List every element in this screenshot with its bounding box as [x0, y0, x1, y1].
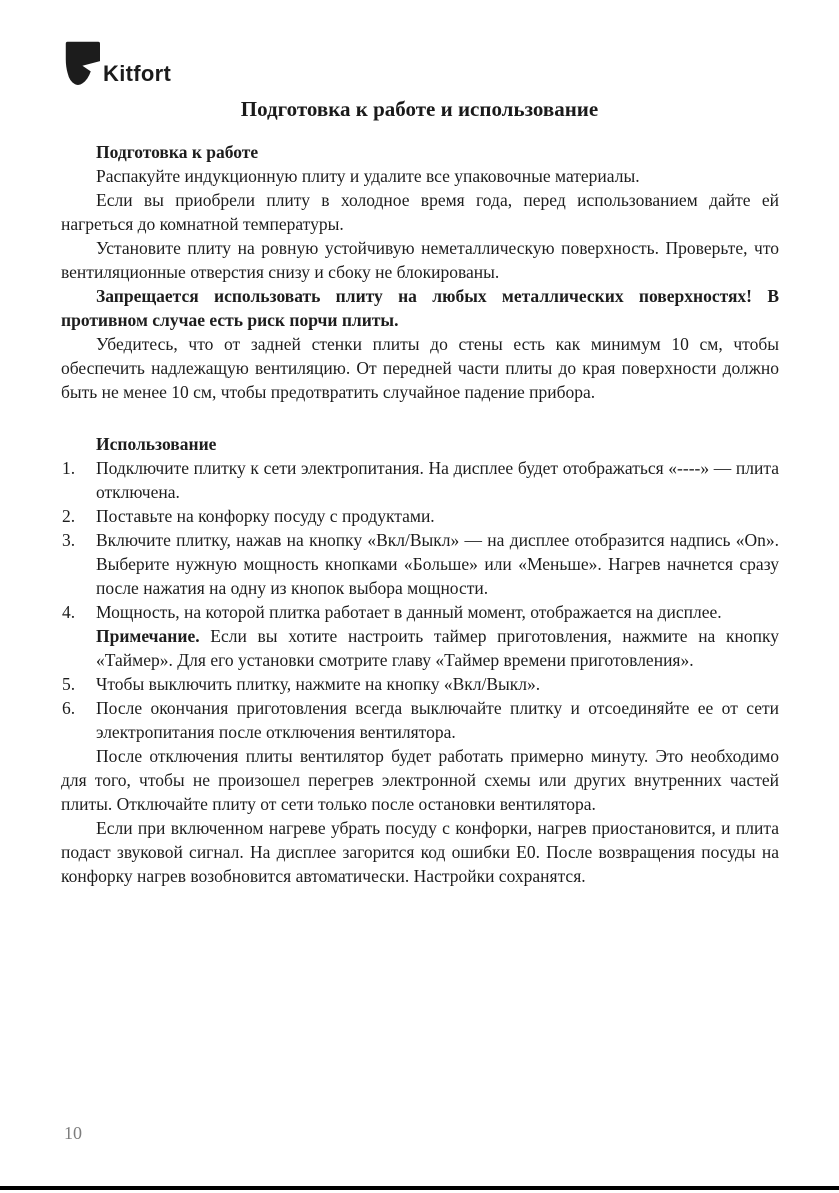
preparation-heading: Подготовка к работе	[96, 142, 259, 162]
paragraph: Установите плиту на ровную устойчивую неметаллическую поверхность. Проверьте, что вентиляционные отверстия снизу и сбоку не блокированы.	[61, 238, 779, 282]
note-block	[96, 624, 779, 672]
document-body	[61, 0, 779, 888]
page-number: 10	[64, 1123, 82, 1143]
bottom-edge-bar	[0, 1186, 839, 1190]
note-label: Примечание.	[96, 626, 200, 646]
section-usage	[61, 432, 779, 888]
paragraph: Если при включенном нагреве убрать посуду с конфорки, нагрев приостановится, и плита подаст звуковой сигнал. На дисплее загорится код ошибки Е0. После возвращения посуды на конфорку нагрев возобновится автоматически. Настройки сохранятся.	[61, 818, 779, 886]
list-item-number: 6.	[62, 698, 76, 718]
page-title: Подготовка к работе и использование	[240, 97, 599, 121]
usage-heading: Использование	[96, 434, 217, 454]
list-item-number: 1.	[62, 458, 76, 478]
section-preparation	[61, 140, 779, 404]
list-item-text: Поставьте на конфорку посуду с продуктами.	[96, 506, 435, 526]
paragraph: Распакуйте индукционную плиту и удалите все упаковочные материалы.	[96, 166, 640, 186]
list-item	[61, 504, 779, 528]
paragraph: Если вы приобрели плиту в холодное время года, перед использованием дайте ей нагреться до комнатной температуры.	[61, 190, 779, 234]
warning-paragraph: Запрещается использовать плиту на любых металлических поверхностях! В противном случае есть риск порчи плиты.	[61, 286, 779, 330]
list-item	[61, 528, 779, 600]
note-text: Если вы хотите настроить таймер приготовления, нажмите на кнопку «Таймер». Для его установки смотрите главу «Таймер времени приготовления».	[96, 626, 779, 670]
list-item	[61, 672, 779, 696]
list-item-number: 5.	[62, 674, 76, 694]
list-item	[61, 696, 779, 744]
list-item	[61, 600, 779, 672]
list-item	[61, 456, 779, 504]
list-item-text: Чтобы выключить плитку, нажмите на кнопку «Вкл/Выкл».	[96, 674, 541, 694]
list-item-text: После окончания приготовления всегда выключайте плитку и отсоединяйте ее от сети электропитания после отключения вентилятора.	[96, 698, 779, 742]
list-item-text: Включите плитку, нажав на кнопку «Вкл/Выкл» — на дисплее отобразится надпись «On». Выберите нужную мощность кнопками «Больше» или «Меньше». Нагрев начнется сразу после нажатия на одну из кнопок выбора мощности.	[96, 530, 779, 598]
paragraph: Убедитесь, что от задней стенки плиты до стены есть как минимум 10 см, чтобы обеспечить надлежащую вентиляцию. От передней части плиты до края поверхности должно быть не менее 10 см, чтобы предотвратить случайное падение прибора.	[61, 334, 779, 402]
usage-steps-list	[61, 456, 779, 744]
paragraph: После отключения плиты вентилятор будет работать примерно минуту. Это необходимо для того, чтобы не произошел перегрев электронной схемы или других внутренних частей плиты. Отключайте плиту от сети только после остановки вентилятора.	[61, 746, 779, 814]
list-item-number: 4.	[62, 602, 76, 622]
list-item-number: 2.	[62, 506, 76, 526]
list-item-text: Мощность, на которой плитка работает в данный момент, отображается на дисплее.	[96, 602, 722, 622]
list-item-text: Подключите плитку к сети электропитания. На дисплее будет отображаться «----» — плита отключена.	[96, 458, 779, 502]
list-item-number: 3.	[62, 530, 76, 550]
logo-text: Kitfort	[103, 61, 172, 86]
